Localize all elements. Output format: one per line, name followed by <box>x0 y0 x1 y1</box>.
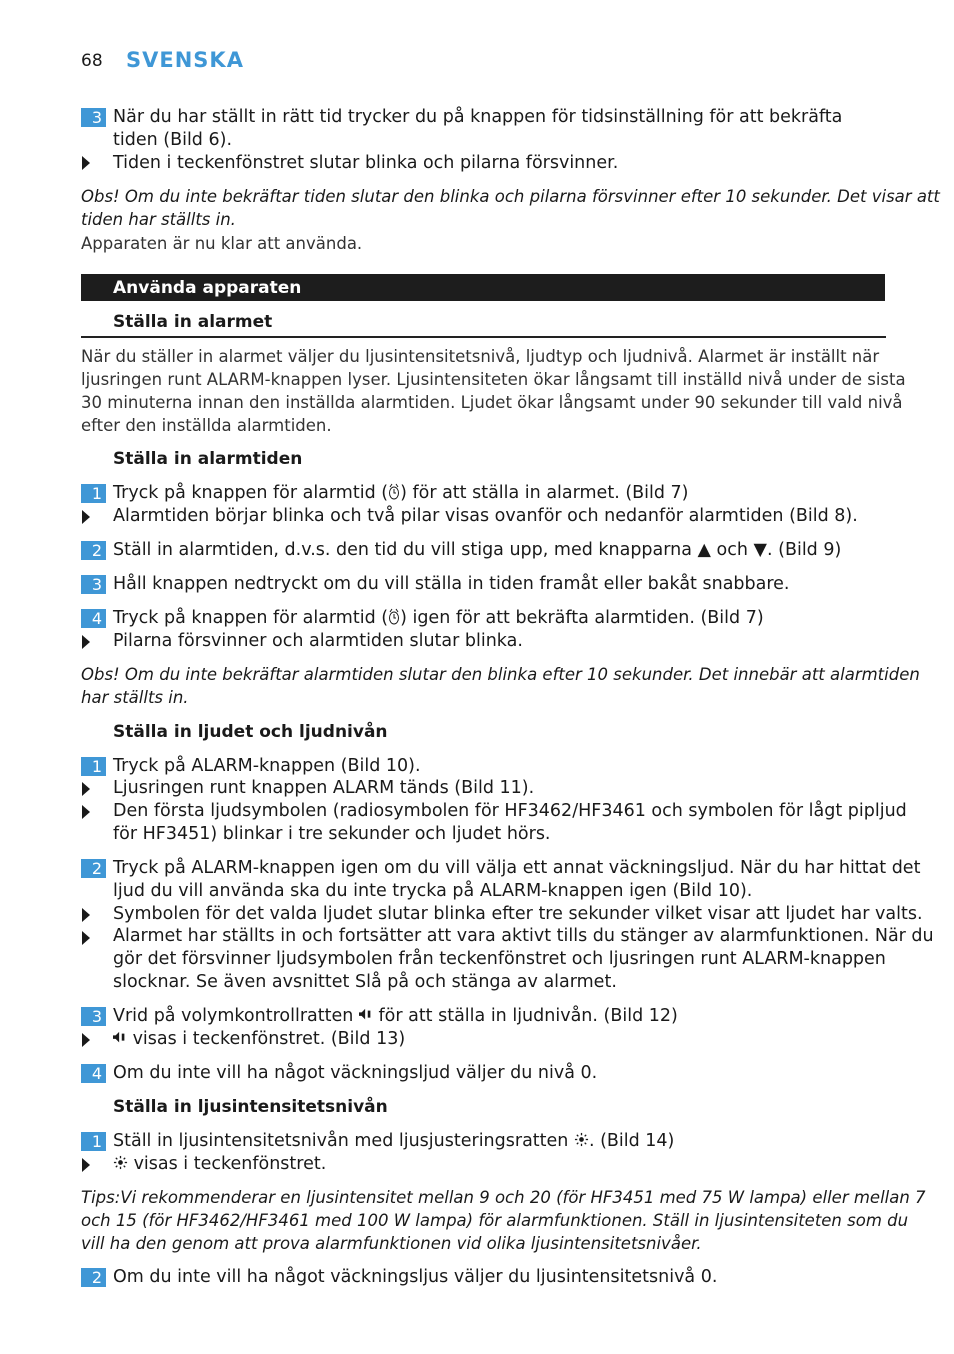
step-text: Tryck på ALARM-knappen (Bild 10). <box>113 756 421 776</box>
note-text-cont: har ställts in. <box>81 688 189 707</box>
sun-icon <box>113 1155 128 1170</box>
arrow-bullet-icon <box>82 931 90 945</box>
step-text: Ställ in alarmtiden, d.v.s. den tid du vill stiga upp, med knapparna ▲ och ▼. (Bild 9) <box>113 540 842 560</box>
step-badge: 1 <box>81 757 106 776</box>
note-text: Obs! Om du inte bekräftar alarmtiden slutar den blinka efter 10 sekunder. Det innebär att alarmtiden <box>81 665 920 684</box>
step-badge: 1 <box>81 484 106 503</box>
section-title: Använda apparaten <box>113 278 302 298</box>
step-badge: 2 <box>81 1268 106 1287</box>
bullet-text-cont: för HF3451) blinkar i tre sekunder och ljudet hörs. <box>113 824 551 844</box>
step-text: Om du inte vill ha något väckningsljus väljer du ljusintensitetsnivå 0. <box>113 1267 718 1287</box>
bullet-text: visas i teckenfönstret. <box>113 1153 326 1176</box>
step-badge: 2 <box>81 541 106 560</box>
bullet-text-cont: slocknar. Se även avsnittet Slå på och stänga av alarmet. <box>113 972 617 992</box>
step-badge: 2 <box>81 859 106 878</box>
bullet-text: Den första ljudsymbolen (radiosymbolen för HF3462/HF3461 och symbolen för lågt pipljud <box>113 801 907 821</box>
volume-icon <box>113 1031 127 1045</box>
note-text: Obs! Om du inte bekräftar tiden slutar den blinka och pilarna försvinner efter 10 sekunder. Det visar att <box>81 187 940 206</box>
tip-text-cont: vill ha den genom att prova alarmfunktionen vid olika ljusintensitetsnivåer. <box>81 1234 702 1253</box>
intro-line: 30 minuterna innan den inställda alarmtiden. Ljudet ökar långsamt under 90 sekunder till vald nivå <box>81 393 903 412</box>
alarm-clock-icon <box>388 483 400 501</box>
arrow-bullet-icon <box>82 908 90 922</box>
arrow-bullet-icon <box>82 782 90 796</box>
step-badge: 3 <box>81 108 106 127</box>
arrow-bullet-icon <box>82 805 90 819</box>
sun-icon <box>574 1132 589 1147</box>
bullet-text: Ljusringen runt knappen ALARM tänds (Bild 11). <box>113 778 535 798</box>
step-badge: 3 <box>81 1007 106 1026</box>
divider <box>81 336 886 338</box>
step-badge: 4 <box>81 609 106 628</box>
ready-text: Apparaten är nu klar att använda. <box>81 234 363 253</box>
bullet-text: visas i teckenfönstret. (Bild 13) <box>113 1028 405 1051</box>
step-text: Tryck på ALARM-knappen igen om du vill välja ett annat väckningsljud. När du har hittat det <box>113 858 921 878</box>
step-badge: 3 <box>81 575 106 594</box>
language-heading: SVENSKA <box>126 48 244 72</box>
step-text-cont: ljud du vill använda ska du inte trycka på ALARM-knappen igen (Bild 10). <box>113 881 753 901</box>
subheading-sound: Ställa in ljudet och ljudnivån <box>113 722 388 742</box>
step-text: Tryck på knappen för alarmtid ( ) igen för att bekräfta alarmtiden. (Bild 7) <box>113 608 764 628</box>
tip-text: Tips:Vi rekommenderar en ljusintensitet mellan 9 och 20 (för HF3451 med 75 W lampa) eller mellan 7 <box>81 1188 926 1207</box>
bullet-text: Alarmtiden börjar blinka och två pilar visas ovanför och nedanför alarmtiden (Bild 8). <box>113 506 858 526</box>
volume-icon <box>359 1008 373 1022</box>
step-text-cont: tiden (Bild 6). <box>113 130 233 150</box>
page-number: 68 <box>81 51 103 71</box>
step-text: Ställ in ljusintensitetsnivån med ljusjusteringsratten . (Bild 14) <box>113 1131 675 1151</box>
subheading-alarm: Ställa in alarmet <box>113 312 273 332</box>
alarm-clock-icon <box>388 608 400 626</box>
note-text-cont: tiden har ställts in. <box>81 210 236 229</box>
arrow-bullet-icon <box>82 635 90 649</box>
bullet-text: Tiden i teckenfönstret slutar blinka och pilarna försvinner. <box>113 153 619 173</box>
tip-text-cont: och 15 (för HF3462/HF3461 med 100 W lampa) för alarmfunktionen. Ställ in ljusintensiteten som du <box>81 1211 909 1230</box>
bullet-text: Alarmet har ställts in och fortsätter att vara aktivt tills du stänger av alarmfunktionen. När du <box>113 926 934 946</box>
step-text: Håll knappen nedtryckt om du vill ställa in tiden framåt eller bakåt snabbare. <box>113 574 790 594</box>
step-text: När du har ställt in rätt tid trycker du på knappen för tidsinställning för att bekräfta <box>113 107 843 127</box>
arrow-bullet-icon <box>82 510 90 524</box>
intro-line: När du ställer in alarmet väljer du ljusintensitetsnivå, ljudtyp och ljudnivå. Alarmet är inställt när <box>81 347 880 366</box>
arrow-bullet-icon <box>82 156 90 170</box>
intro-line: efter den inställda alarmtiden. <box>81 416 332 435</box>
subheading-alarmtime: Ställa in alarmtiden <box>113 449 303 469</box>
arrow-bullet-icon <box>82 1033 90 1047</box>
arrow-bullet-icon <box>82 1158 90 1172</box>
bullet-text: Pilarna försvinner och alarmtiden slutar blinka. <box>113 631 523 651</box>
step-text: Vrid på volymkontrollratten för att ställa in ljudnivån. (Bild 12) <box>113 1006 678 1026</box>
subheading-light: Ställa in ljusintensitetsnivån <box>113 1097 388 1117</box>
step-badge: 1 <box>81 1132 106 1151</box>
intro-line: ljusringen runt ALARM-knappen lyser. Ljusintensiteten ökar långsamt till inställd nivå under de sista <box>81 370 906 389</box>
bullet-text-cont: gör det försvinner ljudsymbolen från teckenfönstret och ljusringen runt ALARM-knappen <box>113 949 886 969</box>
step-text: Om du inte vill ha något väckningsljud väljer du nivå 0. <box>113 1063 598 1083</box>
bullet-text: Symbolen för det valda ljudet slutar blinka efter tre sekunder vilket visar att ljudet har valts. <box>113 904 923 924</box>
step-text: Tryck på knappen för alarmtid ( ) för att ställa in alarmet. (Bild 7) <box>113 483 689 503</box>
step-badge: 4 <box>81 1064 106 1083</box>
